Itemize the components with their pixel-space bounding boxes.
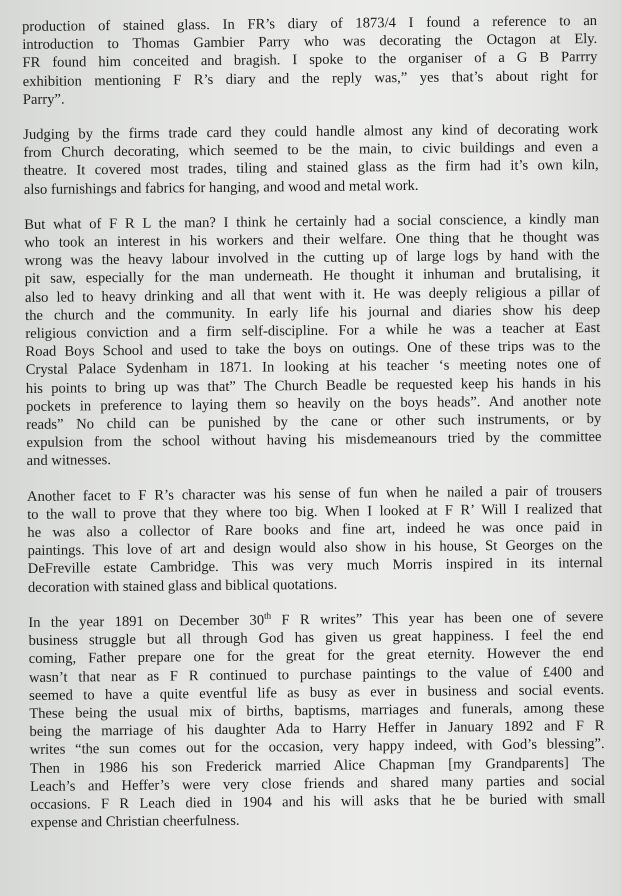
text-line: occasions. F R Leach died in 1904 and his will asks that he be buried with small: [30, 790, 606, 813]
text-line: production of stained glass. In FR’s diary of 1873/4 I found a reference to an: [22, 12, 598, 35]
text-line: Then in 1986 his son Frederick married Alice Chapman [my Grandparents] The: [29, 754, 605, 777]
text-line: Parry”.: [22, 91, 65, 108]
text-line: But what of F R L the man? I think he certainly had a social conscience, a kindly man: [24, 210, 600, 233]
text-line: wrong was the heavy labour involved in the cutting up of large logs by hand with the: [24, 247, 600, 270]
text-line: and witnesses.: [26, 452, 112, 470]
paragraph: [27, 482, 603, 597]
text-line: being the marriage of his daughter Ada to Harry Heffer in January 1892 and F R: [29, 718, 605, 741]
text-line: expense and Christian cheerfulness.: [30, 812, 240, 832]
text-line: the church and the community. In early life his journal and diaries show his deep: [25, 301, 601, 324]
text-line: decoration with stained glass and biblical quotations.: [27, 576, 338, 596]
superscript: th: [263, 610, 272, 621]
text-line: seemed to have a quite eventful life as busy as ever in business and social events.: [29, 681, 605, 704]
text-line: exhibition mentioning F R’s diary and the reply was,” yes that’s about right for: [22, 67, 598, 90]
text-line: reads” No child can be punished by the cane or other such instruments, or by: [26, 411, 602, 434]
text-line: Road Boys School and used to take the boys on outings. One of these trips was to the: [25, 338, 601, 361]
text-line: pockets in preference to laying them so heavily on the boys heads”. And another note: [25, 392, 602, 415]
text-line: from Church decorating, which seemed to be the main, to civic buildings and even a: [23, 139, 599, 162]
text-line: who took an interest in his workers and their welfare. One thing that he thought was: [24, 228, 600, 252]
text-line: Crystal Palace Sydenham in 1871. In looking at his teacher ‘s meeting notes one of: [25, 356, 601, 379]
text-line: theatre. It covered most trades, tiling and stained glass as the firm had it’s own kiln,: [23, 157, 599, 180]
paragraph: [24, 210, 602, 471]
paragraph: [22, 12, 598, 109]
text-line: expulsion from the school without having his misdemeanours tried by the committee: [26, 429, 602, 452]
text-line: In the year 1891 on December 30th F R writes” This year has been one of severe: [28, 608, 604, 631]
text-line: Leach’s and Heffer’s were very close friends and shared many parties and social: [29, 772, 606, 795]
text-line: Another facet to F R’s character was his sense of fun when he nailed a pair of trousers: [26, 482, 603, 505]
text-line: These being the usual mix of births, baptisms, marriages and funerals, among these: [29, 699, 605, 722]
text-line: to the wall to prove that they where too big. When I looked at F R’ Will I realized that: [27, 500, 603, 523]
text-line: also furnishings and fabrics for hanging, and wood and metal work.: [23, 177, 419, 198]
text-line: he was also a collector of Rare books and fine art, indeed he was once paid in: [27, 519, 603, 542]
text-line: coming, Father prepare one for the great for the great eternity. However the end: [28, 645, 604, 668]
text-line: also led to heavy drinking and all that went with it. He was deeply religious a pillar of: [24, 283, 600, 306]
text-line: religious conviction and a firm self-discipline. For a while he was a teacher at East: [25, 320, 601, 343]
text-line: his points to bring up was that” The Church Beadle be requested keep his hands in his: [25, 374, 601, 397]
paragraph: [28, 608, 605, 832]
text-line: writes “the sun comes out for the occasion, very happy indeed, with God’s blessing”.: [29, 736, 605, 759]
text-line: Judging by the firms trade card they could handle almost any kind of decorating work: [23, 120, 599, 144]
text-line: FR found him conceited and bragish. I spoke to the organiser of a G B Parrry: [22, 49, 598, 72]
text-line: DeFreville estate Cambridge. This was very much Morris inspired in its internal: [27, 555, 603, 578]
text-line: business struggle but all through God has given us great happiness. I feel the end: [28, 627, 604, 650]
text-line: wasn’t that near as F R continued to purchase paintings to the value of £400 and: [28, 663, 604, 686]
text-line: paintings. This love of art and design would also show in his house, St Georges on the: [27, 537, 603, 560]
text-line: pit saw, especially for the man underneath. He thought it inhuman and brutalising, it: [24, 265, 600, 288]
text-line: introduction to Thomas Gambier Parry who was decorating the Octagon at Ely.: [22, 31, 598, 54]
paragraph: [23, 120, 599, 199]
document-page: [22, 12, 606, 849]
